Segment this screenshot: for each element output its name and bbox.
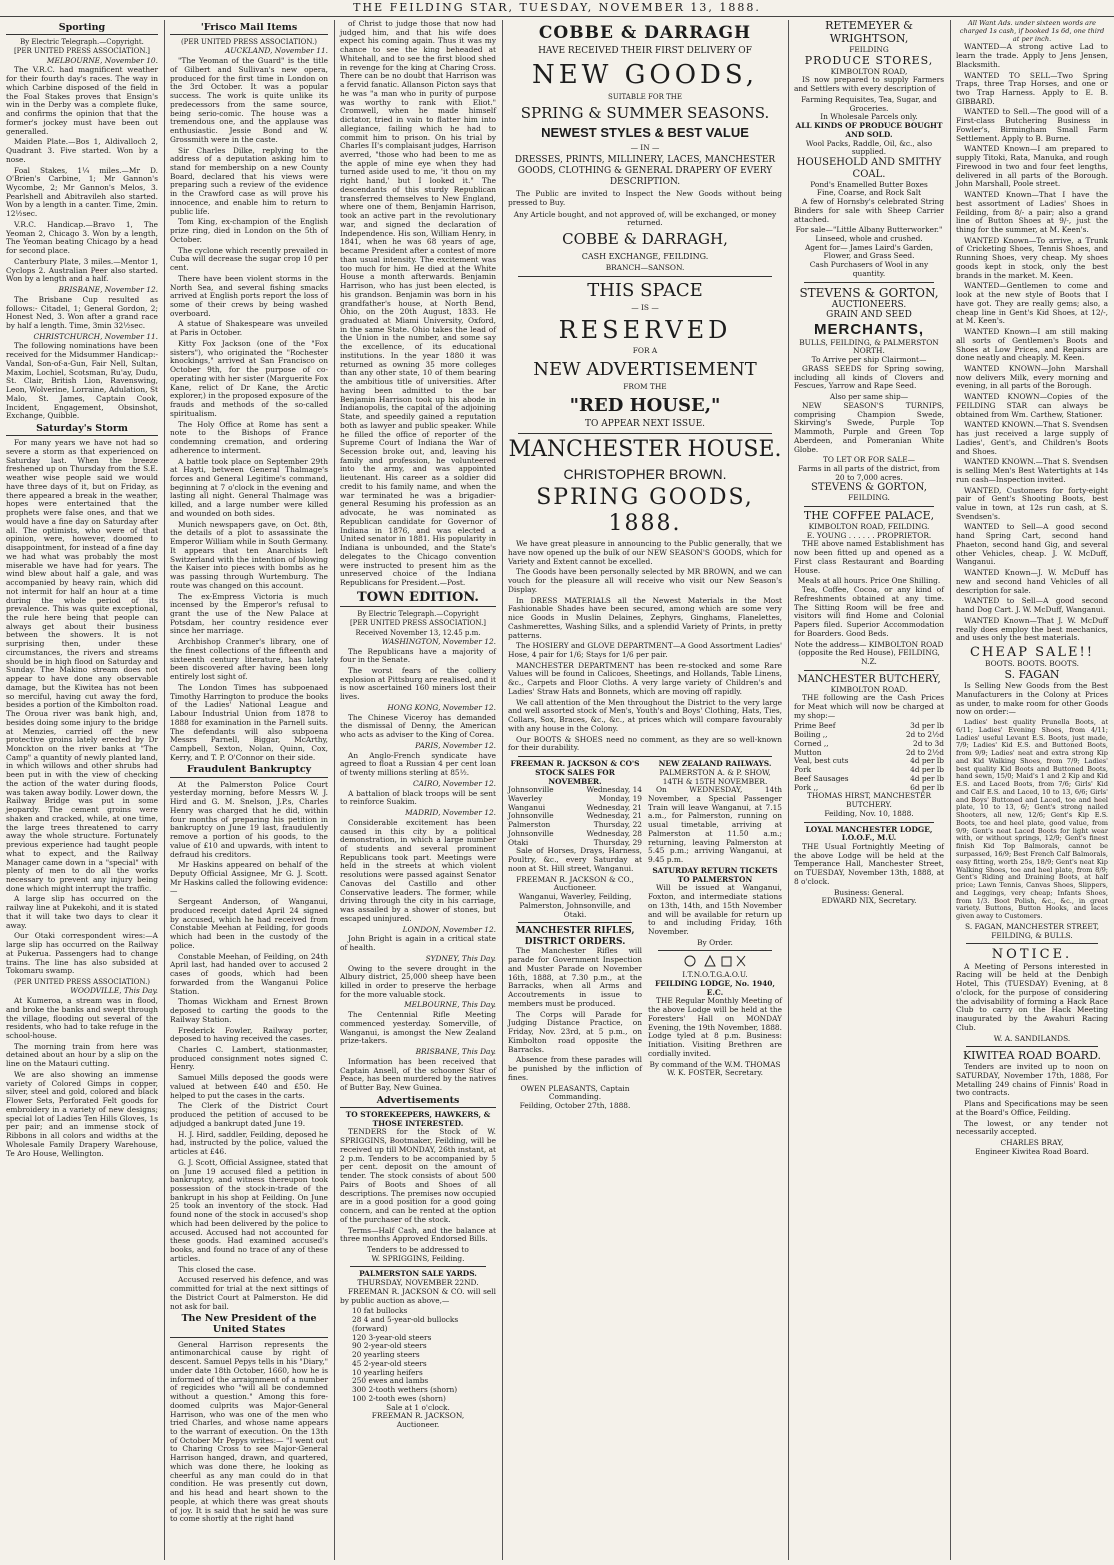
manchester-butchery: MANCHESTER BUTCHERY, [797,673,941,685]
column-sporting [2,20,162,1560]
news-item: Owing to the severe drought in the Albury district, 25,000 sheep have been killed in order to preserve the herbage for the more valuable stock. [340,963,496,999]
meat-price-cell: Pork [794,765,812,775]
paragraph: Accused reserved his defence, and was committed for trial at the next sittings of the District Court at Palmerston. He did not ask for bail. [170,1275,328,1311]
meat-price-cell: 2d to 2½d [905,730,944,740]
auctioneer-role: Auctioneer. [396,1419,440,1429]
meat-price-cell: Mutton [794,747,822,757]
nzr-saturday: SATURDAY RETURN TICKETS TO PALMERSTON [652,865,778,884]
thomas-hirst: THOMAS HIRST, MANCHESTER BUTCHERY. [806,791,932,810]
to-let: TO LET OR FOR SALE— [822,455,916,465]
grain-seed: GRAIN AND SEED [826,310,912,321]
wanted-ad: WANTED to Sell.—The good will of a First-class Butchering Business in Fowler's, Birmingham Small Farm Settlement. Apply to B. Burne. [956,107,1108,143]
paragraph: "The Yeoman of the Guard" is the title of Gilbert and Sullivan's new opera, produced for the first time in London on the 3rd October. It was a popular success. The work is quite unlike its predecessors from the same source, being serio-comic. The house was a tremendous one, and the applause was enthusiastic. Jessie Bond and W. Grossmith were in the caste. [170,56,328,144]
refreshments: Tea, Coffee, Cocoa, or any kind of Refreshments obtained at any time. The Sitting Room will be free and visitors will find Home and Colonial Papers filed. Superior Accommodation for Boarders. Good Beds. [794,585,944,638]
heading-fraudulent-bankruptcy: Fraudulent Bankruptcy [170,764,328,777]
paragraph: The cyclone which recently prevailed in Cuba will decrease the sugar crop 10 per cent. [170,245,328,273]
news-item: Information has been received that Captain Ansell, of the schooner Star of Peace, has been murdered by the natives of Butter Bay, New Guinea. [340,1056,496,1093]
paragraph: Sir Charles Dilke, replying to the address of a deputation asking him to stand for membership on a new County Board, declared that his views were preparing such a review of the evidence in the Crawford case as will prove his innocence, and enable him to return to public life. [170,145,328,216]
coffee-palace: THE COFFEE PALACE, [803,509,935,522]
paragraph: The Holy Office at Rome has sent a note to the Bishops of France condemning cremation, and ordering adherence to interment. [170,419,328,455]
separator [804,822,934,823]
ad-storekeepers-name: W. SPRIGGINS, Feilding. [371,1253,465,1263]
cobbe-invite: The Public are invited to Inspect the New Goods without being pressed to Buy. [508,189,782,207]
ad-sale-yards-date: THURSDAY, NOVEMBER 22ND. [357,1278,479,1288]
coffee-body: THE above named Establishment has now been fitted up and opened as a First class Restaurant and Boarding House. [794,539,944,575]
bray-name: CHARLES BRAY, [1000,1138,1064,1148]
sale-lot: 300 2-tooth wethers (shorn) [352,1385,458,1395]
column-rule [502,20,503,1560]
cobbe-suitable: SUITABLE FOR THE [608,93,682,102]
stock-sale-cell: Palmerston [508,820,551,830]
wanted-ad: WANTED KNOWN.—That S. Svendsen is selling Men's Best Watertights at 14s run cash—Inspection invited. [956,457,1108,484]
separator [804,670,934,671]
address-note: Note the address— KIMBOLTON ROAD (opposite the Red House), FEILDING, N.Z. [794,639,944,666]
cobbe-exchange-note: Any Article bought, and not approved of, will be exchanged, or money returned. [513,209,777,228]
news-item: The Chinese Viceroy has demanded the dismissal of Denny, the American who acts as adviser to the King of Corea. [340,712,496,740]
wanted-ad: WANTED—Gentlemen to come and look at the new style of Boots that I have got. They are really gems; also, a cheap line in Gent's Kid Shoes, at 12/-, at M. Keen's. [956,281,1108,326]
nzr-body: On WEDNESDAY, 14th November, a Special Passenger Train will leave Wanganui, at 7.15 a.m., for Palmerston, running on usual timetable, arriving at Palmerston at 11.50 a.m.; returning, leaving Palmerston at 5.45 p.m.; arriving Wanganui, at 9.45 p.m. [648,785,782,865]
paragraph: H. J. Hird, saddler, Feilding, deposed he had, instructed by the police, valued the articles at £46. [170,1129,328,1157]
dateline: WASHINGTON, November 12. [381,636,496,646]
sale-time: Sale at 1 o'clock. [386,1402,450,1412]
sale-lot: 10 yearling heifers [352,1367,423,1377]
meat-price-cell: Boiling ,, [794,730,828,740]
telegraph-credit: By Electric Telegraph.—Copyright [357,610,479,619]
ad-storekeepers-address: Tenders to be addressed to [367,1245,469,1255]
nzr-heading: NEW ZEALAND RAILWAYS. [658,759,772,769]
wanted-ad: WANTED—A strong active Lad to learn the trade. Apply to Jens Jensen, Blacksmith. [956,42,1108,69]
wholesale: In Wholesale Parcels only. [820,112,918,122]
cobbe-spring: SPRING & SUMMER SEASONS. [520,103,770,122]
paragraph: The Clerk of the District Court produced the petition of accused to be adjudged a bankrupt dated June 19. [170,1101,328,1128]
retemeyer-heading: RETEMEYER & WRIGHTSON, [825,20,913,45]
iootf-label: I.T.N.O.T.G.A.O.U. [682,970,748,980]
dateline: LONDON, November 12. [402,924,496,934]
red-house: "RED HOUSE," [569,394,721,416]
ad-storekeepers-heading: TO STOREKEEPERS, HAWKERS, & THOSE INTERESTED. [345,1110,491,1128]
meat-price-table [794,722,944,792]
proprietor: E. YOUNG . . . . . . PROPRIETOR. [806,530,932,540]
stock-sale-cell: Wednesday, 28 [586,828,642,838]
meat-price-cell: Corned ,, [794,738,829,748]
dateline: BRISBANE, November 12. [58,285,158,295]
column-wanted-ads [952,20,1112,1560]
news-item: John Bright is again in a critical state of health. [340,934,496,953]
kiwitea-heading: KIWITEA ROAD BOARD. [962,1049,1102,1063]
household-coal: HOUSEHOLD AND SMITHY COAL. [796,156,942,180]
nzr-saturday-body: Will be issued at Wanganui, Foxton, and intermediate stations on 13th, 14th, and 15th November and will be available for return up to and including Friday, 16th November. [648,883,782,936]
sale-lot: 45 2-year-old steers [352,1358,427,1368]
rifles-date: Feilding, October 27th, 1888. [519,1100,631,1110]
retemeyer-body: IS now prepared to supply Farmers and Settlers with every description of [794,75,944,94]
paragraph: There have been violent storms in the North Sea, and several fishing smacks arrived at English ports report the loss of some of their crews by being washed overboard. [170,273,328,318]
merchants: MERCHANTS, [814,321,924,339]
farming-requisites: Farming Requisites, Tea, Sugar, and Groceries. [801,94,937,113]
paragraph: A statue of Shakespeare was unveiled at Paris in October. [170,319,328,338]
news-item: The Republicans have a majority of four in the Senate. [340,646,496,665]
sale-lot: 10 fat bullocks [352,1306,408,1316]
stock-sale-cell: Waverley [508,793,543,803]
news-item: Considerable excitement has been caused in this city by a political demonstration, in which a large number of students and several prominent Republicans took part. Meetings were held in the streets at which violent resolutions were passed against Senator Canovas del Castillo and other Conservative leaders. The former, while driving through the city in his carriage, was assailed by a shower of stones, but escaped uninjured. [340,817,496,923]
column-merchant-ads [790,20,948,1560]
coffee-address: KIMBOLTON ROAD, FEILDING. [808,521,930,531]
bulls-feilding: BULLS, FEILDING, & PALMERSTON NORTH. [799,337,939,356]
wanted-ad: WANTED KNOWN—Copies of the FEILDING STAR can always be obtained from Wm. Carthew, Stationer. [956,392,1108,419]
meat-price-cell: 2d to 3d [913,738,944,748]
cheap-sale: CHEAP SALE!! [970,645,1094,661]
retemeyer-feilding: FEILDING [849,44,889,54]
sale-lot: 120 3-year-old steers [352,1332,432,1342]
stock-sale-cell: Wednesday, 14 [586,785,642,795]
paragraph: Frederick Fowler, Railway porter, deposed to having received the cases. [170,1025,328,1044]
reserved: RESERVED [558,315,732,344]
bottom-ads-right [648,760,782,1111]
butchery-body: THE following are the Cash Prices for Meat which will now be charged at my shop:— [794,693,944,720]
spring-goods: SPRING GOODS, 1888. [536,485,754,537]
lodge-body: THE Regular Monthly Meeting of the above Lodge will be held at the Foresters' Hall on MONDAY Evening, the 19th November, 1888. Lodge tyled at 8 p.m. Business: Initiation. Visiting Brethren are cordially invited. [648,996,782,1058]
paragraph: Sergeant Anderson, of Wanganui, produced receipt dated April 24 signed by accused, which he had received from Constable Meehan at Feilding, for goods which had been in the custody of the police. [170,897,328,950]
cash-purchasers: Cash Purchasers of Wool in any quantity. [809,260,929,278]
stock-sale-cell: Thursday, 22 [593,820,642,830]
meat-price-cell: 2d to 2½d [905,747,944,757]
paragraph: Constable Meehan, of Feilding, on 24th April last, had handed over to accused 2 cases of goods, which had been forwarded from the Wanganui Police Station. [170,951,328,996]
loyal-body: THE Usual Fortnightly Meeting of the above Lodge will be held at the Temperance Hall, Manchester Street, on TUESDAY, November 13th, 1888, at 8 o'clock. [794,842,944,886]
meat-price-cell: 4d per lb [910,765,944,775]
sale-lots-list [340,1307,496,1403]
dateline: AUCKLAND, November 11. [224,46,328,56]
is-label: — IS — [631,303,659,313]
column-rule [950,20,951,1560]
farms: Farms in all parts of the district, from 20 to 7,000 acres. [798,464,940,482]
fagan-body: Is Selling New Goods from the Best Manufacturers in the Colony at Prices as under, to make room for other Goods now on order:— [956,681,1108,717]
rifles-body: The Manchester Rifles will parade for Government Inspection and Muster Parade on November 16th, 1888, at 7.30 p.m., at the Barracks, when all Arms and Accoutrements in issue to members must be produced. [508,946,642,1008]
bottom-ads-row [508,760,782,1111]
meat-price-cell: Pork ,, [794,782,819,792]
press-credit: (PER UNITED PRESS ASSOCIATION.) [13,978,151,987]
meat-price-cell: Prime Beef [794,721,836,731]
stevens-gorton-2: STEVENS & GORTON, [811,482,927,494]
column-display-ads [504,20,786,1560]
heading-sporting: Sporting [6,22,158,35]
rifles-body: Absence from these parades will be punished by the infliction of fines. [508,1055,642,1082]
wanted-ad: WANTED to Sell—A good second hand Dog Cart. J. W. McDuff, Wanganui. [956,596,1108,615]
feilding-label: FEILDING. [848,493,890,503]
masthead: THE FEILDING STAR, TUESDAY, NOVEMBER 13, 1888. [0,2,1114,17]
linseed: Linseed, whole and crushed. [815,233,923,243]
hirst-date: Feilding, Nov. 10, 1888. [824,808,914,818]
news-item: An Anglo-French syndicate have agreed to float a Russian 4 per cent loan of twenty millions sterling at 85½. [340,750,496,778]
wool-packs: Wool Packs, Raddle, Oil, &c., also supplied. [805,138,933,157]
stevens-gorton: STEVENS & GORTON, [799,285,939,300]
sale-lot: 90 2-year-old steers [352,1341,427,1351]
this-space: THIS SPACE [587,279,703,301]
lodge-heading: FEILDING LODGE, No. 1940, E.C. [654,978,776,997]
all-kinds: ALL KINDS OF PRODUCE BOUGHT AND SOLD. [795,121,943,139]
fr-jackson-name: FREEMAN R. JACKSON & CO., Auctioneer. [516,874,634,893]
cobbe-darragh-footer: COBBE & DARRAGH, [562,230,728,249]
sale-lot: 100 2-tooth ewes (shorn) [352,1393,446,1403]
salt: Fine, Coarse, and Rock Salt [816,188,922,198]
paragraph: General Harrison represents the antimonarchical cause by right of descent. Samuel Pepys tells in his "Diary," under date 18th October, 1660, how he is informed of the arraignment of a number of regicides who "will all be condemned without a question." Among this fore-doomed culprits was Major-General Harrison, who was one of the men who tried Charles, and whose name appears to the warrant of execution. On the 13th of October Mr Pepys writes:— "I went out to Charing Cross to see Major-General Harrison hanged, drawn, and quartered, which was done there, he looking as cheerful as any man could do in that condition. He was presently cut down, and his head and heart shown to the people, at which there was great shouts of joy. It is said that he said he was sure to come shortly at the right hand [170,1339,328,1524]
ad-storekeepers-terms: Terms—Half Cash, and the balance at three months Approved Endorsed Bills. [340,1225,496,1244]
manchester-paragraph: MANCHESTER DEPARTMENT has been re-stocked and some Rare Values will be found in Calicoes, Sheetings, and Hollands, Table Linens, &c., Carpets and Floor Cloths. A very large variety of Children's and Ladies' Straw Hats and Bonnets, which are moving off rapidly. [508,660,782,696]
paragraph: The London Times has subpoenaed Timothy Harrington to produce the books of the Ladies' National League and Labour Industrial Union from 1878 to 1888 for examination in the Parnell suits. The defendants will also subpoena Messrs Parnell, Biggar, McArthy, Campbell, Sexton, Nolan, Quinn, Cox, Kerry, and T. P. O'Connor on their side. [170,682,328,762]
christopher-brown: CHRISTOPHER BROWN. [563,465,727,482]
nzr-by-order: By Order. [697,937,733,947]
meat-price-cell: 6d per lb [910,782,944,792]
stock-sale-cell: Wednesday, 21 [586,802,642,812]
cobbe-branch: BRANCH—SANSON. [605,263,685,273]
sale-lot: 28 4 and 5-year-old bullocks (forward) [352,1315,459,1333]
dateline: WOODVILLE, This Day. [70,986,158,996]
separator [658,950,772,951]
paragraph: Samuel Mills deposed the goods were valued at between £40 and £50. He helped to put the cases in the carts. [170,1073,328,1100]
kiwitea-body: Tenders are invited up to noon on SATURDAY, November 17th, 1888, For Metalling 249 chains of Finnis' Road in two contracts. [956,1062,1108,1098]
column-rule [334,20,335,1560]
manchester-paragraph: We have great pleasure in announcing to the Public generally, that we have now opened up the bulk of our NEW SEASON'S GOODS, which for Variety and Extent cannot be excelled. [508,539,782,566]
kiwitea-body: Plans and Specifications may be seen at the Board's Office, Feilding. [956,1099,1108,1117]
butter-boxes: Pond's Enamelled Butter Boxes [810,179,928,189]
meals: Meals at all hours. Price One Shilling. [797,576,941,586]
paragraph: of Christ to judge those that now had judged him, and that his wife does expect his coming again. Thus it was my chance to see the king beheaded at Whitehall, and to see the first blood shed in revenge for the king at Charing Cross. There can be no doubt that Harrison was a fervid fanatic. Allanson Picton says that he was "a man who in purity of purpose was worthy to rank with Eliot." Cromwell, when he made himself dictator, tried in vain to flatter him into allegiance, failing which he had to commit him to prison. On his trial by Charles II's complaisant judges, Harrison averred, "those who had been to me as the apple of mine eye when they had turned aside used to me, 'it thou on my right hand,' but I looked it." The descendants of this sturdy Republican transferred themselves to New England, where one of them, Benjamin Harrison, took an active part in the revolutionary war, and signed the declaration of Independence. His son, William Henry, in 1841, when he was 68 years of age, became President after a contest of more than usual intensity. The excitement was too much for him. He died at the White House a month afterwards. Benjamin Harrison, who has just been elected, is his grandson. Benjamin was born in his grandfather's house, at North Bend, Ohio, on the 20th August, 1833. He graduated at Miami University, Oxford, in the same State. Ohio takes the lead of the Union in the number, and some say the excellence, of its educational institutions. In the year 1880 it was returned as owning 35 more colleges than any other state, 10 of them bearing the ambitious title of universities. After having been admitted to the bar Benjamin Harrison took up his abode in Indianopolis, the capital of the adjoining State, and speedily gained a reputation both as lawyer and public speaker. While he filled the office of reporter of the Supreme Court of Indiana the War of Secession broke out, and, leaving his family and profession, he volunteered into the army, and was appointed lieutenant. His career as a soldier did credit to his family name, and when the war terminated he was a brigadier-general Resuming his profession as an advocate, he was nominated as Republican candidate for Governor of Indiana in 1876, and was elected a United senator in 1881. His popularity in Indiana is unbounded, and the State's delegates to the Chicago convention were instructed to present him as the unreserved choice of the Indiana Republicans for President.—Post. [340,20,496,587]
wanted-ad: WANTED Known—That I have the best assortment of Ladies' Shoes in Feilding, from 8/- a pair; also a grand line of Button Shoes at 9/-, just the thing for the summer, at M. Keen's. [956,190,1108,234]
dateline: BRISBANE, This Day. [415,1047,496,1057]
press-credit: [PER UNITED PRESS ASSOCIATION.] [13,47,151,56]
paragraph: This closed the case. [178,1264,256,1274]
manchester-paragraph: The HOSIERY and GLOVE DEPARTMENT—A Good Assortment Ladies' Hose, 4 pair for 1/6; Stays for 1/6 per pair. [508,641,782,659]
boots-boots: BOOTS. BOOTS. BOOTS. [985,659,1079,669]
new-advertisement: NEW ADVERTISEMENT [533,358,757,380]
binders: A few of Hornsby's celebrated String Binders for sale with Sheep Carrier attached. [794,197,944,224]
separator [966,943,1098,944]
paragraph: Maiden Plate.—Bos 1, Aldivalloch 2, Quadrant 3. Five started. Won by a nose. [6,137,158,164]
sale-lot: 20 yearling steers [352,1350,420,1360]
dateline: MADRID, November 12. [405,808,496,818]
separator [518,433,772,434]
separator [804,282,934,283]
column-rule [164,20,165,1560]
column-rule [788,20,789,1560]
paragraph: Mr Haskins appeared on behalf of the Deputy Official Assignee, Mr G. J. Scott. Mr Haskins called the following evidence:— [170,860,328,896]
paragraph: The V.R.C. had magnificent weather for their fourth day's races. The way in which Carbine disposed of the field in the Foal Stakes proves that Ensign's win in the Derby was a complete fluke, and confirms the opinion that that the former's jockey must have been out generalled. [6,65,158,136]
turnips: NEW SEASON'S TURNIPS, comprising Champion Swede, Skirving's Swede, Purple Top Mammoth, Purple and Green Top Aberdeen, and Pomeranian White Globe. [794,400,944,454]
cobbe-have: HAVE RECEIVED THEIR FIRST DELIVERY OF [538,46,752,57]
fr-jackson-body: Sale of Horses, Drays, Harness, Poultry, &c., every Saturday at noon at St. Hill street, Wanganui. [508,846,642,873]
paragraph: Canterbury Plate, 3 miles.—Mentor 1, Cyclops 2. Australian Peer also started. Won by a length and a half. [6,256,158,284]
meat-price-cell: 3d per lb [910,721,944,731]
paragraph: Munich newspapers gave, on Oct. 8th, the details of a plot to assassinate the Emperor William while in South Germany. It appears that ten Anarchists left Switzerland with the intention of blowing the Kaiser into pieces with bombs as he was passing through Wurtemburg. The route was changed on this account. [170,519,328,590]
cobbe-cash-exchange: CASH EXCHANGE, FEILDING. [581,251,709,261]
fr-jackson-places: Wanganui, Waverley, Feilding, Palmerston, Johnsonville, and Otaki. [518,892,632,919]
meat-price-cell: 4d per lb [910,773,944,783]
stock-sales-table [508,786,642,847]
paragraph: V.R.C. Handicap.—Bravo 1, The Yeoman 2, Chicago 3. Won by a length, The Yeoman beating Chicago by a head for second place. [6,219,158,256]
separator [350,1266,486,1267]
stock-sale-cell: Wednesday, 21 [586,811,642,821]
manchester-paragraph: The Goods have been personally selected by MR BROWN, and we can vouch for the pleasure all will receive who visit our New Season's Display. [508,567,782,594]
cobbe-dresses: DRESSES, PRINTS, MILLINERY, LACES, MANCHESTER GOODS, CLOTHING & GENERAL DRAPERY OF EVERY DESCRIPTION. [514,155,776,187]
ad-storekeepers-body: TENDERS for the Stock of W. SPRIGGINS, Bootmaker, Feilding, will be received up till MONDAY, 26th instant, at 2 p.m. Tenders to be accompanied by 5 per cent. deposit on the amount of tender. The stock consists of about 500 Pairs of Boots and Shoes of all descriptions. The premises now occupied are in a good position for a good going concern, and can be rented at the option of the purchaser of the stock. [340,1127,496,1224]
wanted-ad: WANTED KNOWN—John Marshall now delivers Milk, every morning and evening, in all parts of the Borough. [956,364,1108,391]
butter-worker: For sale—"Little Albany Butterworker." [795,225,943,235]
notice-sign: W. A. SANDILANDS. [993,1033,1071,1043]
heading-advertisements: Advertisements [340,1095,496,1108]
auctioneer-name: FREEMAN R. JACKSON, [371,1411,465,1421]
produce-stores: PRODUCE STORES, [804,53,934,67]
paragraph: The following nominations have been received for the Midsummer Handicap:-Vandal, Son-of-a-Gun, Fair Nell, Sultan, Maxim, Lochiel, Scotsman, Ru'ay, Dudu, St. Clair, British Lion, Ravenswing, Leon, Wolverine, Lorraine, Adulation, St Malo, St. James, Captain Cook, Incident, Engagement, Obsinshot, Exchange, Quibble. [6,341,158,421]
meat-price-cell: Beef Sausages [794,773,849,783]
wanted-ad: WANTED TO SELL—Two Spring Traps, three Trap Horses, and one or two Trap Harness. Apply to E. B. GIBBARD. [956,70,1108,106]
paragraph: G. J. Scott, Official Assignee, stated that on June 19 accused filed a petition in bankruptcy, and witness thereupon took possession of the stock-in-trade of the bankrupt in his shop at Feilding. On June 25 took an inventory of the stock. Had found none of the stock in accused's shop which had been delivered by the police to accused. Accused had not accounted for these goods. Had examined accused's books, and found no trace of any of these articles. [170,1157,328,1263]
stock-sale-cell: Otaki [508,837,529,847]
manchester-paragraph: In DRESS MATERIALS all the Newest Materials in the Most Fashionable Shades have been secured, among which are some very nice Goods in Muslin Delaines, Zephyrs, Ginghams, Flanelettes, Cashmerettes, Washing Silks, and a splendid Variety of Prints, in pretty patterns. [508,595,782,640]
paragraph: Kitty Fox Jackson (one of the "Fox sisters"), who originated the "Rochester knockings," arrived at San Francisco on October 9th, for the purpose of co-operating with her sister (Marguerite Fox Kane, relict of Dr Kane, the Arctic explorer,) in the proposed exposure of the frauds and methods of the so-called spiritualism. [170,338,328,418]
wanted-ad: WANTED Known—I am prepared to supply Titoki, Rata, Manuka, and rough Firewood in two and four feet lengths, delivered in all parts of the Borough. John Marshall, Poole street. [956,144,1108,189]
paragraph: The morning train from here was detained about an hour by a slip on the line on the Matauri cutting. [6,1041,158,1069]
masonic-emblem-icon [680,954,750,968]
wanted-ad: WANTED Known—That J. W. McDuff really does employ the best mechanics, and uses only the best materials. [956,615,1108,643]
cobbe-new-goods: NEW GOODS, [531,59,759,90]
stock-sale-cell: Monday, 19 [598,793,642,803]
paragraph: A battle took place on September 29th at Hayti, between General Thalmage's forces and General Legitime's command, beginning at 7 o'clock in the evening and lasting all night. General Thalmage was killed, and a large number were killed and wounded on both sides. [170,456,328,518]
manchester-paragraph: Our BOOTS & SHOES need no comment, as they are so well-known for their durability. [508,734,782,753]
paragraph: Foal Stakes, 1¼ miles.—Mr D. O'Brien's Carbine, 1; Mr Gannon's Wycombe, 2; Mr Gannon's Melos, 3. Pearlshell and Abitravileh also started. Won by a length in a canter. Time, 2min. 12½sec. [6,165,158,219]
fr-jackson-heading: FREEMAN R. JACKSON & CO'S STOCK SALES FOR NOVEMBER. [510,759,640,786]
cobbe-darragh-title: COBBE & DARRAGH [538,23,752,43]
dateline: HONG KONG, November 12. [387,702,496,712]
paragraph: Tom King, ex-champion of the English prize ring, died in London on the 5th of October. [170,217,328,244]
dateline: CAIRO, November 12. [412,778,496,788]
kimbolton-road: KIMBOLTON ROAD, [830,66,908,76]
paragraph: Our Otaki correspondent wires:—A large slip has occurred on the Railway at Pukerua. Passengers had to change trains. The line has also subsided at Tokomaru swamp. [6,931,158,976]
rifles-heading: MANCHESTER RIFLES, DISTRICT ORDERS. [515,926,635,947]
for-a: FOR A [632,346,658,356]
dateline: MELBOURNE, November 10. [46,55,158,65]
loyal-lodge: LOYAL MANCHESTER LODGE, I.O.O.F., M.U. [805,824,933,843]
wanted-ad: WANTED KNOWN.—That S. Svendsen has just received a large supply of Ladies', Gent's, and Children's Boots and Shoes. [956,420,1108,456]
received-time: Received November 13, 12.45 p.m. [355,628,481,637]
dateline: SYDNEY, This Day. [425,953,496,963]
wanted-ad: WANTED, Customers for forty-eight pair of Gent's Shooting Boots, best value in town, at 12s run cash, at S. Svendsen's. [956,485,1108,521]
fagan-list: Ladies' best quality Prunella Boots, at 6/11; Ladies' Evening Shoes, from 4/11; Ladies' useful Levant E.S. Boots, just made, 7/9; Ladies' Kid E.S. and Buttoned Boots, from 9/9; Ladies' neat and extra strong Kip and Kid Walking Shoes, from 7/9; Ladies' best quality Kid Boots and Buttoned Boots, hand sewn, 15/0; Maid's 1 and 2 Kip and Kid E.S. and Laced Boots, from 7/6; Girls' Kid and Calf E.S. and Laced, 10 to 13, 6/6; Girls' and Boys' Buttoned and Laced, toe and heel plate, 10 to 13, 6/; Gent's strong nailed Shooters, all new, 12/6; Gent's Kip E.S. Boots, toe and heel plate, good value, from 9/9; Gent's neat Laced Boots for light wear with, or without springs, 12/9; Gent's finest finish Kid Top Balmorals, cannot be surpassed, 16/9; Best French Calf Balmorals, easy fitting, worth 25s, 18/9; Gent's neat Kip Walking Shoes, toe and heel plate, from 8/9; Gent's Riding and Draining Boots, at half price; Lawn Tennis, Canvas Shoes, Slippers, and Leggings, very cheap; Infants Shoes, from 1/3. Boot Polish, &c., &c., in great variety. Buttons, Button Hooks, and laces given away to Customers. [956,718,1108,921]
bottom-ads-left [508,760,642,1111]
paragraph: We are also showing an immense variety of Colored Gimps in copper, silver, steel and gold, colored and black Flower Sets, Perforated Felt goods for embroidery in a variety of new designs; special lot of Ladies Ten Hills Gloves, 1s per pair; and an immense stock of Ribbons in all colors and widths at the Wholesale Family Drapery Warehouse, Te Aro House, Wellington. [6,1069,158,1158]
rifles-body: The Corps will Parade for Judging Distance Practice, on Friday, Nov. 23rd, at 5 p.m., on Kimbolton road opposite the Barracks. [508,1009,642,1054]
wanted-ad: WANTED Known—J. W. McDuff has new and second hand Vehicles of all description for sale. [956,568,1108,595]
heading-storm: Saturday's Storm [6,423,158,436]
paragraph: For many years we have not had so severe a storm as that experienced on Saturday last. When the breeze freshened up on Thursday from the S.E. weather wise people said we would have three days of it, but on Friday, as there appeared a break in the weather, hopes were entertained that the prophets were false ones, and that we would have a fine day on Saturday after all. The optimists, who were of that opinion, were, however, doomed to disappointment, for instead of a fine day we had what was probably the most miserable we have had for years. The wind blew about half a gale, and was accompanied by heavy rain, which did not intermit for half an hour at a time during the whole period of its prevalence. This was quite exceptional, the rule here being that people can always get about their business between the showers. It is not surprising then, under these circumstances, the rivers and streams should be in high flood on Saturday and Sunday. The Makino stream does not appear to have done any observable damage, but the Kiwitea has not been so merciful, having cut away the ford, besides a portion of the Kimbolton road. The Oroua river was bank high, and, besides doing some injury to the bridge at Menzies, carried off the new protective groins lately erected by Dr Monckton on the river banks at "The Camp" a quantity of newly planted land, in which willows and other shrubs had been put in with the view of checking the action of the water during floods, was taken away bodily. Lower down, the Railway Bridge was put in some jeopardy. The cement groins were shaken and cracked, while, at one time, the large trees threatened to carry away the whole structure. Fortunately previous experience had taught people what to expect, and the Railway Manager came down in a "special" with plenty of men to do all the works necessary to prevent any injury being done which might interrupt the traffic. [6,438,158,893]
news-item: A battalion of black troops will be sent to reinforce Suakim. [340,788,496,807]
paragraph: The ex-Empress Victoria is much incensed by the Emperor's refusal to grant the use of the New Palace at Potsdam, her country residence ever since her marriage. [170,591,328,636]
manchester-paragraph: We call attention of the Men throughout the District to the very large and well assorted stock of Men's, Youth's and Boys' Clothing, Hats, Ties, Collars, Sox, Braces, &c., &c., at prices which will compare favourably with any house in the Colony. [508,697,782,733]
paragraph: At the Palmerston Police Court yesterday morning, before Messrs W. J. Hird and G. M. Snelson, J.P.s, Charles Henry was charged that he did, within four months of preparing his petition in bankruptcy on June 19 last, fraudulently remove a portion of his goods, to the value of £10 and upwards, with intent to defraud his creditors. [170,779,328,859]
wanted-ad: WANTED Known—To arrive, a Trunk of Cricketing Shoes, Tennis Shoes, and Running Shoes, very cheap. My shoes goods kept in stock, only the best brands in the market. M. Keen. [956,235,1108,280]
wanted-list [956,43,1108,643]
cobbe-newest: NEWEST STYLES & BEST VALUE [541,125,749,141]
heading-new-president: The New President of the United States [170,1313,328,1337]
news-item: The Centennial Rifle Meeting commenced yesterday. Somerville, of Wanganui, is amongst the New Zealand prize-takers. [340,1010,496,1046]
news-item: The worst fears of the colliery explosion at Pittsburg are realised, and it is now ascertained 160 miners lost their lives. [340,666,496,702]
stock-sale-cell: Johnsonville [508,828,554,838]
column-town-edition [336,20,500,1560]
butchery-address: KIMBOLTON ROAD. [830,684,908,694]
heading-town-edition: TOWN EDITION. [340,590,496,607]
kiwitea-body: The lowest, or any tender not necessarily accepted. [956,1118,1108,1137]
paragraph: Archbishop Cranmer's library, one of the finest collections of the fifteenth and sixteenth century literature, has lately been discovered after having been long entirely lost sight of. [170,637,328,682]
separator [518,276,772,277]
notice-heading: NOTICE. [991,947,1073,963]
lodge-sign: By command of the W.M. THOMAS W. K. FOSTER, Secretary. [649,1059,781,1078]
heading-frisco: 'Frisco Mail Items [170,22,328,35]
grass-seeds: GRASS SEEDS for Spring sowing, including all kinds of Clovers and Fescues, Yarrow and Rape Seed. [794,363,944,391]
arrive-clairmont: To Arrive per ship Clairmont— [811,355,927,365]
rifles-sign: OWEN PLEASANTS, Captain Commanding. [520,1083,630,1102]
column-frisco [166,20,332,1560]
dateline: MELBOURNE, This Day. [404,1000,496,1010]
notice-body: A Meeting of Persons interested in Racing will be held at the Denbigh Hotel, This (TUESDAY) Evening, at 8 o'clock, for the purpose of considering the advisability of forming a Hack Race Club to carry on the Hack Meeting inaugurated by the Awahuri Racing Club. [956,961,1108,1032]
auctioneers: AUCTIONEERS. [831,299,907,310]
cobbe-in: — IN — [630,142,660,152]
separator [804,506,934,507]
sale-lot: 250 ewes and lambs [352,1376,429,1386]
fagan-name: S. FAGAN [1004,668,1060,682]
separator [518,922,632,923]
next-issue: TO APPEAR NEXT ISSUE. [584,419,706,430]
want-ads-intro: All Want Ads. under sixteen words are charged 1s cash, if booked 1s 6d, one third at per inch. [959,20,1105,43]
separator [518,756,772,757]
lodge-emblem [648,954,782,971]
press-credit: [PER UNITED PRESS ASSOCIATION.] [349,619,487,628]
stock-sale-cell: Johnsonville [508,785,554,795]
edward-nix: EDWARD NIX, Secretary. [821,896,917,906]
ad-sale-yards-intro: FREEMAN R. JACKSON & CO. will sell by public auction as above,— [340,1286,496,1305]
separator [966,1046,1098,1047]
meat-price-cell: Veal, best cuts [794,756,849,766]
paragraph: Thomas Wickham and Ernest Brown deposed to carting the goods to the Railway Station. [170,997,328,1024]
paragraph: At Kumeroa, a stream was in flood, and broke the banks and swept through the village, flooding out several of the residents, who had to take refuge in the school-house. [6,996,158,1040]
paragraph: The Brisbane Cup resulted as follows:- Citadel, 1; General Gordon, 2; Honest Ned, 3. Won after a grand race by half a length. Time, 3min 32½sec. [6,294,158,330]
fagan-sign: S. FAGAN, MANCHESTER STREET, FEILDING, & BULLS. [965,921,1099,940]
manchester-house: MANCHESTER HOUSE. [508,436,782,462]
stock-sale-cell: Thursday, 29 [593,837,642,847]
dateline: PARIS, November 12. [415,740,496,750]
nzr-show: PALMERSTON A. & P. SHOW, 14TH & 15TH NOVEMBER. [659,767,771,786]
dateline: CHRISTCHURCH, November 11. [33,331,158,341]
meat-price-cell: 4d per lb [910,756,944,766]
stock-sale-cell: Wanganui [508,802,546,812]
press-credit: (PER UNITED PRESS ASSOCIATION.) [180,38,318,47]
bray-role: Engineer Kiwitea Road Board. [975,1146,1089,1156]
stock-sale-cell: Johnsonville [508,811,554,821]
wanted-ad: WANTED Known—I am still making all sorts of Gentlemen's Boots and Shoes at Low Prices, and Repairs are done neatly and cheaply. M. Keen. [956,327,1108,363]
ad-sale-yards-heading: PALMERSTON SALE YARDS. [359,1269,477,1279]
wanted-ad: WANTED to Sell—A good second hand Spring Cart, second hand Phaeton, second hand Gig, and several other Vehicles, cheap. J. W. McDuff, Wanganui. [956,522,1108,567]
from-the: FROM THE [623,382,667,392]
loyal-business: Business: General. [834,887,904,897]
agent-for: Agent for— James Laird's Garden, Flower, and Grass Seed. [804,242,934,261]
paragraph: A large slip has occurred on the railway line at Pukekohi, and it is stated that it will take two days to clear it away. [6,894,158,930]
paragraph: Charles C. Lambert, stationmaster, produced consignment notes signed C. Henry. [170,1044,328,1072]
also-ship: Also per same ship— [829,392,909,402]
telegraph-credit: By Electric Telegraph.—Copyright. [20,38,144,47]
